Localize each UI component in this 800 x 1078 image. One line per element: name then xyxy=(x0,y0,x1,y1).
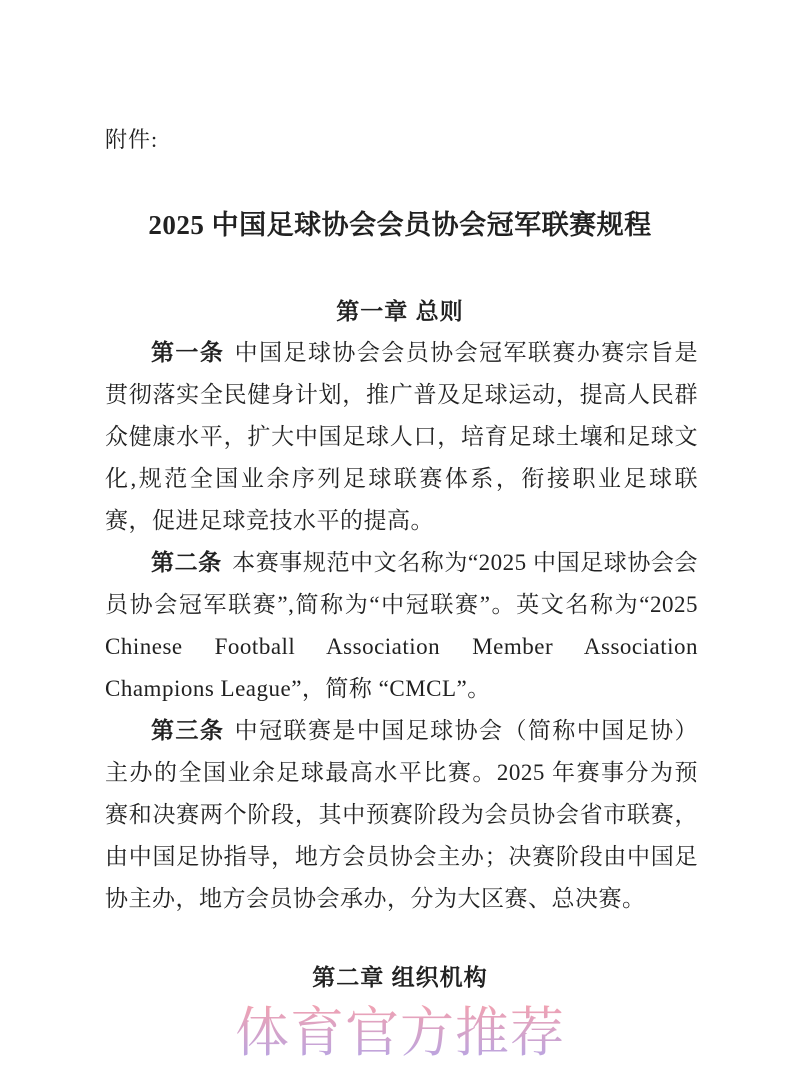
article-2-label: 第二条 xyxy=(151,550,222,575)
article-2-text: 本赛事规范中文名称为“2025 中国足球协会会员协会冠军联赛”,简称为“中冠联赛”。英文名称为“2025 Chinese Football Association Member Association Champions League”，简称 “CMCL”。 xyxy=(105,550,699,701)
article-3-text: 中冠联赛是中国足球协会（简称中国足协）主办的全国业余足球最高水平比赛。2025 年赛事分为预赛和决赛两个阶段，其中预赛阶段为会员协会省市联赛，由中国足协指导，地方会员协会主办；决赛阶段由中国足协主办，地方会员协会承办，分为大区赛、总决赛。 xyxy=(105,718,699,911)
document-title: 2025 中国足球协会会员协会冠军联赛规程 xyxy=(148,210,652,240)
article-3-label: 第三条 xyxy=(151,718,225,743)
article-paragraph-2 xyxy=(105,542,698,710)
article-paragraph-1 xyxy=(105,332,698,542)
article-1-text: 中国足球协会会员协会冠军联赛办赛宗旨是贯彻落实全民健身计划，推广普及足球运动，提高人民群众健康水平，扩大中国足球人口，培育足球土壤和足球文化,规范全国业余序列足球联赛体系，衔接职业足球联赛，促进足球竞技水平的提高。 xyxy=(105,340,699,533)
chapter-1-heading: 第一章 总则 xyxy=(336,298,464,324)
article-paragraph-3 xyxy=(105,710,698,920)
document-body xyxy=(105,332,698,920)
watermark-text: 体育官方推荐 xyxy=(235,1003,565,1063)
article-1-label: 第一条 xyxy=(151,340,225,365)
chapter-2-heading: 第二章 组织机构 xyxy=(312,964,488,990)
attachment-label: 附件: xyxy=(105,127,159,152)
